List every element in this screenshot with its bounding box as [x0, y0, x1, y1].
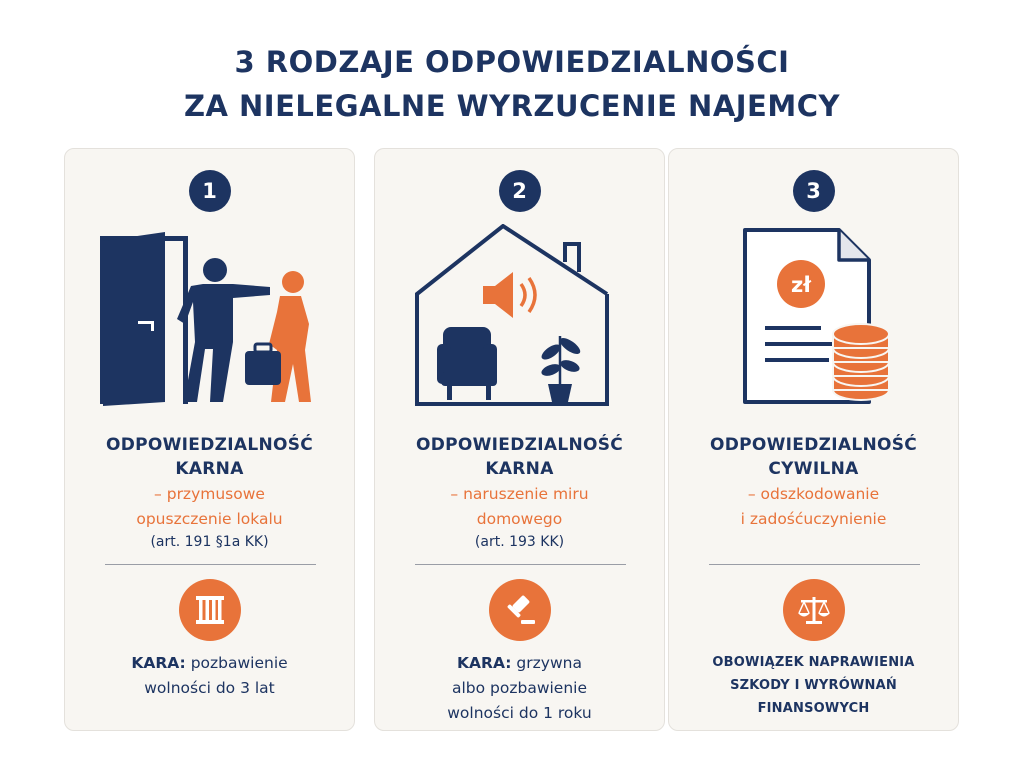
penalty-line-2: wolności do 3 lat — [144, 679, 275, 697]
card-subtitle-line-2: i zadośćuczynienie — [740, 510, 887, 528]
card-subtitle-line-2: domowego — [476, 510, 563, 528]
penalty-line-3: wolności do 1 roku — [447, 704, 592, 722]
currency-symbol: zł — [790, 273, 812, 297]
penalty-line-1: pozbawienie — [190, 654, 288, 672]
penalty-label: KARA: — [131, 654, 186, 672]
card-subtitle — [375, 482, 664, 532]
card-heading — [375, 433, 664, 481]
card-subtitle-line-1: – przymusowe — [154, 485, 265, 503]
card-heading — [669, 433, 958, 481]
invoice-coins-icon — [669, 224, 960, 414]
title-line-1: 3 RODZAJE ODPOWIEDZIALNOŚCI — [234, 45, 790, 79]
card-heading — [65, 433, 354, 481]
penalty-line-3: FINANSOWYCH — [757, 701, 870, 716]
card-divider — [415, 564, 626, 565]
card-subtitle-line-1: – naruszenie miru — [450, 485, 589, 503]
card-divider — [709, 564, 920, 565]
card-heading-line-1: ODPOWIEDZIALNOŚĆ — [415, 435, 624, 455]
card-heading-line-1: ODPOWIEDZIALNOŚĆ — [709, 435, 918, 455]
card-criminal-forced-eviction — [64, 148, 355, 731]
prison-bars-icon — [179, 579, 241, 641]
gavel-icon — [489, 579, 551, 641]
card-heading-line-2: KARNA — [485, 459, 554, 479]
card-penalty — [375, 651, 664, 726]
card-number-badge: 2 — [499, 170, 541, 212]
title-line-2: ZA NIELEGALNE WYRZUCENIE NAJEMCY — [183, 89, 841, 123]
penalty-line-1: grzywna — [516, 654, 582, 672]
card-subtitle-line-2: opuszczenie lokalu — [136, 510, 283, 528]
card-article: (art. 193 KK) — [474, 534, 565, 550]
house-interior-icon — [375, 224, 666, 414]
page-title — [0, 40, 1024, 128]
card-subtitle-line-1: – odszkodowanie — [747, 485, 880, 503]
penalty-line-1: OBOWIĄZEK NAPRAWIENIA — [712, 655, 915, 670]
card-article: (art. 191 §1a KK) — [150, 534, 269, 550]
card-civil-liability — [668, 148, 959, 731]
card-penalty — [669, 651, 958, 720]
card-heading-line-2: CYWILNA — [768, 459, 859, 479]
penalty-label: KARA: — [457, 654, 512, 672]
scales-icon — [783, 579, 845, 641]
card-penalty — [65, 651, 354, 701]
card-heading-line-2: KARNA — [175, 459, 244, 479]
card-criminal-home-peace — [374, 148, 665, 731]
card-heading-line-1: ODPOWIEDZIALNOŚĆ — [105, 435, 314, 455]
card-number-badge: 1 — [189, 170, 231, 212]
eviction-door-icon — [65, 224, 356, 414]
penalty-line-2: albo pozbawienie — [451, 679, 588, 697]
card-subtitle — [669, 482, 958, 532]
penalty-line-2: SZKODY I WYRÓWNAŃ — [730, 678, 897, 693]
card-subtitle — [65, 482, 354, 532]
card-divider — [105, 564, 316, 565]
card-number-badge: 3 — [793, 170, 835, 212]
